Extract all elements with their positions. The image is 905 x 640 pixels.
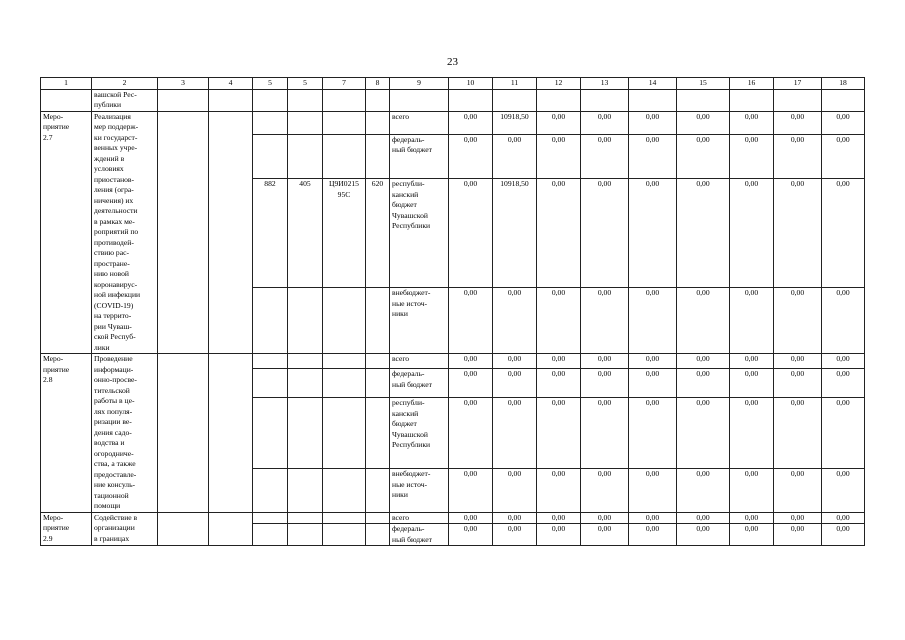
column-number-6: 5: [288, 78, 323, 90]
funding-source-cell: всего: [390, 512, 449, 524]
value-cell: 0,00: [677, 398, 730, 469]
value-cell: 0,00: [822, 398, 865, 469]
vr-cell: [366, 469, 390, 512]
grbs-cell: 882: [253, 179, 288, 288]
column-number-12: 12: [537, 78, 581, 90]
event-name-cell: вашской Рес- публики: [92, 89, 158, 111]
grbs-cell: [253, 134, 288, 179]
rz-pr-cell: [288, 512, 323, 524]
value-cell: 0,00: [730, 369, 774, 398]
grbs-cell: [253, 111, 288, 134]
column-number-1: 1: [41, 78, 92, 90]
value-cell: 0,00: [581, 369, 629, 398]
csr-cell: [323, 354, 366, 369]
responsible-cell: [158, 354, 209, 513]
csr-cell: [323, 469, 366, 512]
value-cell: 0,00: [822, 288, 865, 354]
value-cell: 0,00: [537, 398, 581, 469]
value-cell: 0,00: [730, 354, 774, 369]
value-cell: 0,00: [677, 179, 730, 288]
value-cell: 0,00: [449, 469, 493, 512]
value-cell: 0,00: [774, 354, 822, 369]
rz-pr-cell: [288, 111, 323, 134]
value-cell: 0,00: [629, 354, 677, 369]
grbs-cell: [253, 288, 288, 354]
value-cell: 0,00: [774, 288, 822, 354]
value-cell: 0,00: [493, 134, 537, 179]
empty-cell: [209, 89, 253, 111]
value-cell: 0,00: [730, 134, 774, 179]
value-cell: 0,00: [774, 512, 822, 524]
value-cell: 0,00: [629, 111, 677, 134]
value-cell: 0,00: [822, 111, 865, 134]
csr-cell: [323, 369, 366, 398]
value-cell: 0,00: [629, 398, 677, 469]
value-cell: 0,00: [537, 179, 581, 288]
rz-pr-cell: 405: [288, 179, 323, 288]
value-cell: 0,00: [774, 469, 822, 512]
empty-cell: [537, 89, 581, 111]
empty-cell: [253, 89, 288, 111]
value-cell: 0,00: [493, 288, 537, 354]
column-number-15: 15: [677, 78, 730, 90]
empty-cell: [493, 89, 537, 111]
value-cell: 0,00: [537, 524, 581, 546]
value-cell: 0,00: [537, 369, 581, 398]
value-cell: 0,00: [774, 179, 822, 288]
grbs-cell: [253, 512, 288, 524]
value-cell: 0,00: [449, 524, 493, 546]
vr-cell: [366, 111, 390, 134]
value-cell: 0,00: [537, 512, 581, 524]
value-cell: 0,00: [449, 354, 493, 369]
vr-cell: [366, 369, 390, 398]
funding-source-cell: федераль- ный бюджет: [390, 369, 449, 398]
csr-cell: [323, 512, 366, 524]
csr-cell: Ц9И0215 95С: [323, 179, 366, 288]
value-cell: 0,00: [493, 469, 537, 512]
empty-cell: [730, 89, 774, 111]
column-number-14: 14: [629, 78, 677, 90]
participants-cell: [209, 111, 253, 354]
empty-cell: [822, 89, 865, 111]
value-cell: 0,00: [537, 111, 581, 134]
value-cell: 0,00: [677, 369, 730, 398]
value-cell: 0,00: [822, 512, 865, 524]
value-cell: 0,00: [774, 111, 822, 134]
rz-pr-cell: [288, 288, 323, 354]
empty-cell: [288, 89, 323, 111]
column-number-18: 18: [822, 78, 865, 90]
value-cell: 0,00: [449, 134, 493, 179]
table-row: [41, 111, 865, 134]
rz-pr-cell: [288, 469, 323, 512]
value-cell: 10918,50: [493, 179, 537, 288]
value-cell: 0,00: [537, 469, 581, 512]
vr-cell: [366, 288, 390, 354]
funding-source-cell: республи- канский бюджет Чувашской Республики: [390, 179, 449, 288]
value-cell: 0,00: [581, 179, 629, 288]
value-cell: 0,00: [822, 369, 865, 398]
empty-cell: [323, 89, 366, 111]
column-number-10: 10: [449, 78, 493, 90]
column-number-9: 9: [390, 78, 449, 90]
column-number-13: 13: [581, 78, 629, 90]
value-cell: 0,00: [774, 134, 822, 179]
rz-pr-cell: [288, 369, 323, 398]
value-cell: 0,00: [493, 354, 537, 369]
csr-cell: [323, 111, 366, 134]
funding-source-cell: федераль- ный бюджет: [390, 524, 449, 546]
funding-source-cell: всего: [390, 111, 449, 134]
value-cell: 0,00: [449, 179, 493, 288]
rz-pr-cell: [288, 524, 323, 546]
value-cell: 0,00: [581, 469, 629, 512]
funding-source-cell: всего: [390, 354, 449, 369]
value-cell: 0,00: [581, 512, 629, 524]
vr-cell: [366, 524, 390, 546]
value-cell: 0,00: [677, 354, 730, 369]
value-cell: 0,00: [629, 512, 677, 524]
value-cell: 0,00: [822, 524, 865, 546]
responsible-cell: [158, 111, 209, 354]
funding-source-cell: внебюджет- ные источ- ники: [390, 469, 449, 512]
table-row: [41, 512, 865, 524]
value-cell: 0,00: [581, 111, 629, 134]
value-cell: 0,00: [449, 288, 493, 354]
value-cell: 0,00: [449, 111, 493, 134]
value-cell: 0,00: [774, 369, 822, 398]
value-cell: 0,00: [677, 134, 730, 179]
value-cell: 0,00: [677, 288, 730, 354]
page-number: 23: [447, 56, 458, 68]
value-cell: 0,00: [629, 469, 677, 512]
value-cell: 0,00: [537, 288, 581, 354]
value-cell: 0,00: [629, 134, 677, 179]
value-cell: 0,00: [730, 398, 774, 469]
value-cell: 0,00: [677, 469, 730, 512]
value-cell: 0,00: [581, 398, 629, 469]
empty-cell: [629, 89, 677, 111]
csr-cell: [323, 288, 366, 354]
value-cell: 0,00: [449, 512, 493, 524]
rz-pr-cell: [288, 134, 323, 179]
value-cell: 0,00: [629, 179, 677, 288]
value-cell: 0,00: [730, 469, 774, 512]
vr-cell: [366, 354, 390, 369]
participants-cell: [209, 354, 253, 513]
column-number-row: [41, 78, 865, 90]
value-cell: 0,00: [581, 524, 629, 546]
empty-cell: [390, 89, 449, 111]
vr-cell: [366, 134, 390, 179]
column-number-17: 17: [774, 78, 822, 90]
grbs-cell: [253, 354, 288, 369]
empty-cell: [774, 89, 822, 111]
value-cell: 0,00: [537, 134, 581, 179]
value-cell: 0,00: [774, 398, 822, 469]
rz-pr-cell: [288, 398, 323, 469]
value-cell: 0,00: [493, 369, 537, 398]
table-row: [41, 89, 865, 111]
csr-cell: [323, 398, 366, 469]
grbs-cell: [253, 369, 288, 398]
responsible-cell: [158, 512, 209, 546]
value-cell: 0,00: [677, 512, 730, 524]
empty-cell: [677, 89, 730, 111]
value-cell: 0,00: [822, 469, 865, 512]
csr-cell: [323, 134, 366, 179]
event-name-cell: Проведение информаци- онно-просве- тительской работы в це- лях популя- ризации ве- дения садо- водства и огородниче- ства, а также предоставле- ние консуль- тационной помощи: [92, 354, 158, 513]
vr-cell: 620: [366, 179, 390, 288]
rz-pr-cell: [288, 354, 323, 369]
value-cell: 0,00: [677, 524, 730, 546]
value-cell: 0,00: [581, 288, 629, 354]
empty-cell: [366, 89, 390, 111]
empty-cell: [158, 89, 209, 111]
value-cell: 0,00: [581, 134, 629, 179]
value-cell: 0,00: [774, 524, 822, 546]
csr-cell: [323, 524, 366, 546]
value-cell: 0,00: [493, 512, 537, 524]
vr-cell: [366, 398, 390, 469]
empty-cell: [581, 89, 629, 111]
event-name-cell: Содействие в организации в границах: [92, 512, 158, 546]
column-number-8: 8: [366, 78, 390, 90]
participants-cell: [209, 512, 253, 546]
funding-source-cell: республи- канский бюджет Чувашской Республики: [390, 398, 449, 469]
grbs-cell: [253, 524, 288, 546]
column-number-11: 11: [493, 78, 537, 90]
value-cell: 0,00: [629, 524, 677, 546]
value-cell: 0,00: [537, 354, 581, 369]
value-cell: 0,00: [629, 369, 677, 398]
value-cell: 0,00: [730, 111, 774, 134]
value-cell: 0,00: [730, 288, 774, 354]
empty-cell: [449, 89, 493, 111]
column-number-2: 2: [92, 78, 158, 90]
grbs-cell: [253, 398, 288, 469]
table-row: [41, 354, 865, 369]
funding-source-cell: внебюджет- ные источ- ники: [390, 288, 449, 354]
value-cell: 0,00: [730, 179, 774, 288]
value-cell: 0,00: [449, 369, 493, 398]
column-number-4: 4: [209, 78, 253, 90]
event-id-cell: Меро- приятие 2.8: [41, 354, 92, 513]
budget-table: [40, 77, 865, 546]
column-number-16: 16: [730, 78, 774, 90]
event-id-cell: Меро- приятие 2.7: [41, 111, 92, 354]
event-id-cell: [41, 89, 92, 111]
value-cell: 0,00: [822, 179, 865, 288]
column-number-3: 3: [158, 78, 209, 90]
event-id-cell: Меро- приятие 2.9: [41, 512, 92, 546]
value-cell: 0,00: [493, 524, 537, 546]
value-cell: 0,00: [629, 288, 677, 354]
funding-source-cell: федераль- ный бюджет: [390, 134, 449, 179]
value-cell: 0,00: [449, 398, 493, 469]
value-cell: 0,00: [677, 111, 730, 134]
value-cell: 10918,50: [493, 111, 537, 134]
column-number-7: 7: [323, 78, 366, 90]
value-cell: 0,00: [730, 512, 774, 524]
value-cell: 0,00: [822, 134, 865, 179]
value-cell: 0,00: [581, 354, 629, 369]
event-name-cell: Реализация мер поддерж- ки государст- венных учре- ждений в условиях приостанов- ления (огра- ничения) их деятельности в рамках ме- роприятий по противодей- ствию рас- простране- нию новой коронавирус- ной инфекции (COVID-19) на террито- рии Чуваш- ской Респуб- лики: [92, 111, 158, 354]
value-cell: 0,00: [730, 524, 774, 546]
value-cell: 0,00: [822, 354, 865, 369]
column-number-5: 5: [253, 78, 288, 90]
grbs-cell: [253, 469, 288, 512]
value-cell: 0,00: [493, 398, 537, 469]
vr-cell: [366, 512, 390, 524]
